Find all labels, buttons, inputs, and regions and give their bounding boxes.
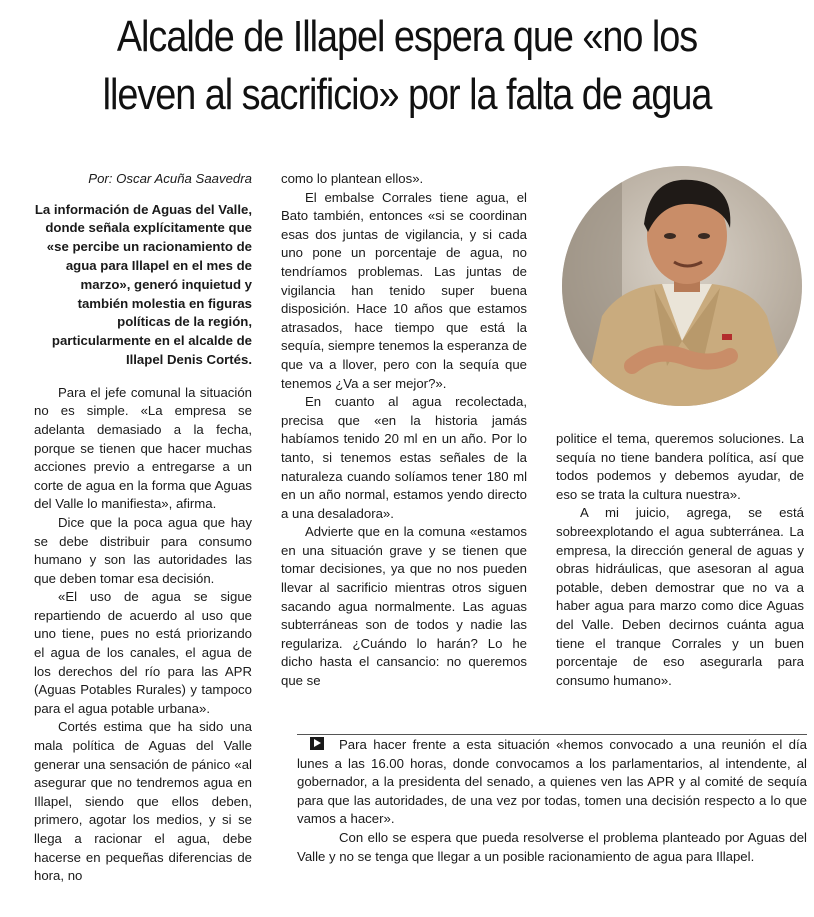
body-paragraph: Cortés estima que ha sido una mala política de Aguas del Valle generar una sensación de pánico «al asegurar que no tendremos agua en Illapel, siendo que ellos deben, primero, agotar los medios, y si se llega a racionar el agua, debe hacerse en pequeñas diferencias de hora, no — [34, 719, 252, 884]
column-1 — [34, 170, 252, 886]
byline: Por: Oscar Acuña Saavedra — [88, 171, 252, 186]
body-paragraph: como lo plantean ellos». — [281, 171, 424, 186]
body-paragraph: Dice que la poca agua que hay se debe distribuir para consumo humano y son las autoridades las que deben tomar esa decisión. — [34, 514, 252, 586]
box-paragraph: Para hacer frente a esta situación «hemos convocado a una reunión el día lunes a las 16.00 horas, donde convocamos a los parlamentarios, al intendente, al gobernador, a la presidenta del senado, a quienes ven las APR y al comité de sequía para que las autoridades, de una vez por todas, tomen una decisión respecto a lo que vamos a hacer». — [297, 737, 807, 827]
box-paragraph: Con ello se espera que pueda resolverse el problema planteado por Aguas del Valle y no se tenga que llegar a un posible racionamiento de agua para Illapel. — [297, 829, 807, 864]
portrait-illustration — [562, 166, 802, 406]
body-paragraph: politice el tema, queremos soluciones. La sequía no tiene bandera política, así que todos podemos y debemos ayudar, de eso se trata la cultura nuestra». — [556, 431, 804, 502]
portrait-photo — [562, 166, 802, 406]
body-paragraph: Para el jefe comunal la situación no es simple. «La empresa se adelanta demasiado a la fecha, porque se tienen que hacer muchas acciones previo a entregarse a un corte de agua en la forma que Aguas del Valle lo manifiesta», afirma. — [34, 384, 252, 512]
column-2 — [281, 170, 527, 691]
box-divider — [297, 734, 807, 735]
headline: Alcalde de Illapel espera que «no los lleven al sacrificio» por la falta de agua — [102, 12, 712, 119]
body-paragraph: En cuanto al agua recolectada, precisa que «en la historia jamás habíamos tenido 20 ml en un año. Por lo tanto, si tenemos estas señales de la naturaleza cuando solíamos tener 180 ml en un año normal, estamos yendo directo a una desaladora». — [281, 394, 527, 521]
highlight-box — [297, 736, 807, 866]
lead-paragraph: La información de Aguas del Valle, donde señala explícitamente que «se percibe un racionamiento de agua para Illapel en el mes de marzo», generó inquietud y también molestia en figuras políticas de la región, particularmente en el alcalde de Illapel Denis Cortés. — [34, 201, 252, 367]
body-paragraph: A mi juicio, agrega, se está sobreexplotando el agua subterránea. La empresa, la dirección general de aguas y obras hidráulicas, que asesoran al agua potable, deben demostrar que no va a haber agua para marzo como dice Aguas del Valle. Deben decirnos cuánta agua tiene el tranque Corrales y un buen porcentaje de eso asegurarla para consumo humano». — [556, 505, 804, 688]
body-paragraph: «El uso de agua se sigue repartiendo de acuerdo al uso que uno tiene, pues no está priorizando el agua de los canales, el agua de los derechos del río para las APR (Aguas Potables Rurales) y tampoco para el agua potable urbana». — [34, 589, 252, 716]
body-paragraph: El embalse Corrales tiene agua, el Bato también, entonces «si se coordinan esas dos juntas de vigilancia, y si cada uno pone un porcentaje de agua, no tendríamos problemas. Las juntas de vigilancia han tenido super buena disposición. Hace 10 años que estamos atrasados, hace tiempo que está la sequía, siempre tenemos la esperanza de que va a llover, pero con la sequía que tenemos ¿Va a ser mejor?». — [281, 189, 527, 391]
body-paragraph: Advierte que en la comuna «estamos en una situación grave y se tienen que tomar decisiones, ya que no nos pueden llevar al sacrificio mientras otros siguen sacando agua normalmente. Las aguas subterráneas son de todos y nadie las regulariza. ¿Cuándo lo harán? Lo he dicho hasta el cansancio: no queremos que se — [281, 524, 527, 689]
column-3 — [556, 430, 804, 690]
